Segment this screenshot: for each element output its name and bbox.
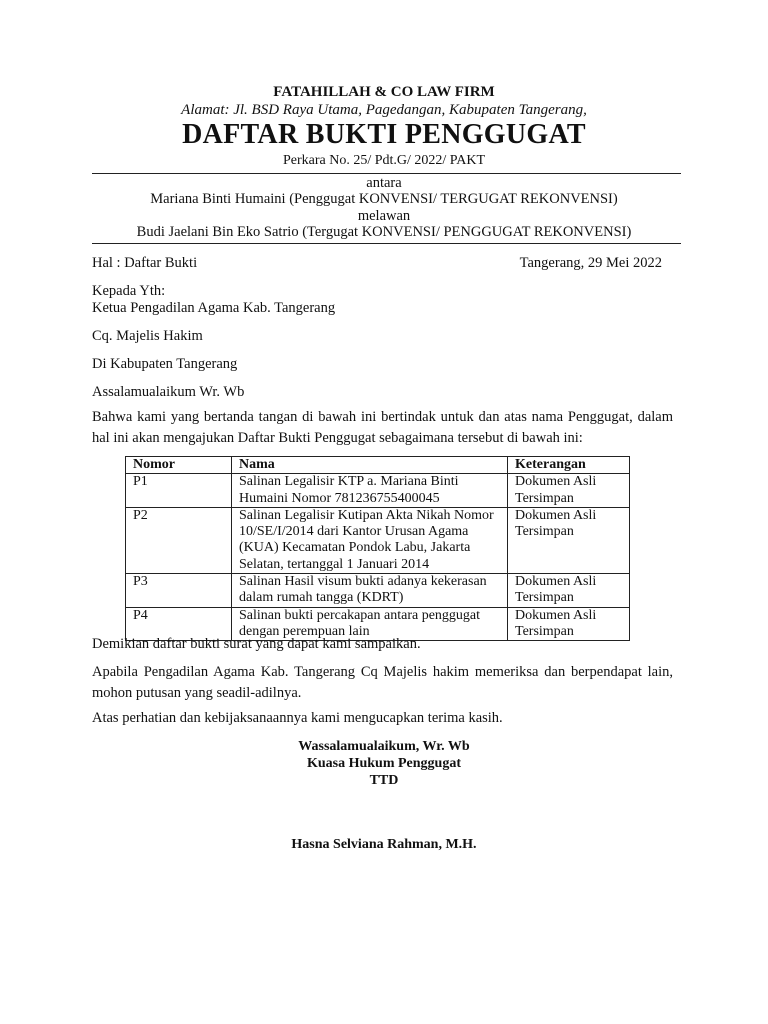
defendant-party: Budi Jaelani Bin Eko Satrio (Tergugat KONVENSI/ PENGGUGAT REKONVENSI) [136,224,632,240]
evidence-remarks: Dokumen Asli Tersimpan [508,507,630,573]
signature-role: Kuasa Hukum Penggugat [306,756,462,771]
table-row [126,507,630,573]
thanks-statement: Atas perhatian dan kebijaksanaannya kami mengucapkan terima kasih. [92,710,503,726]
evidence-name: Salinan bukti percakapan antara penggugat dengan perempuan lain [232,607,508,641]
recipient-label: Kepada Yth: [92,283,166,299]
signature-ttd: TTD [369,773,399,788]
column-header-remarks: Keterangan [508,457,630,474]
table-row [126,574,630,608]
closing-statement: Demikian daftar bukti surat yang dapat kami sampaikan. [92,636,421,652]
case-number: Perkara No. 25/ Pdt.G/ 2022/ PAKT [282,153,486,168]
evidence-name: Salinan Legalisir Kutipan Akta Nikah Nomor 10/SE/I/2014 dari Kantor Urusan Agama (KUA) Kecamatan Pondok Labu, Jakarta Selatan, tertanggal 1 Januari 2014 [232,507,508,573]
evidence-table [125,456,630,641]
evidence-remarks: Dokumen Asli Tersimpan [508,607,630,641]
evidence-number: P3 [126,574,232,608]
header-divider-bottom [92,243,681,244]
law-firm-name: FATAHILLAH & CO LAW FIRM [273,84,495,100]
intro-paragraph: Bahwa kami yang bertanda tangan di bawah ini bertindak untuk dan atas nama Penggugat, dalam hal ini akan mengajukan Daftar Bukti Penggugat sebagaimana tersebut di bawah ini: [92,409,673,446]
evidence-number: P2 [126,507,232,573]
table-header-row [126,457,630,474]
recipient-cq: Cq. Majelis Hakim [92,328,203,344]
letter-subject: Hal : Daftar Bukti [92,255,198,271]
between-label: antara [366,175,402,191]
table-row [126,474,630,508]
evidence-name: Salinan Legalisir KTP a. Mariana Binti Humaini Nomor 781236755400045 [232,474,508,508]
column-header-name: Nama [232,457,508,474]
evidence-name: Salinan Hasil visum bukti adanya kekerasan dalam rumah tangga (KDRT) [232,574,508,608]
law-firm-address: Alamat: Jl. BSD Raya Utama, Pagedangan, Kabupaten Tangerang, [181,102,587,118]
recipient-location: Di Kabupaten Tangerang [92,356,238,372]
evidence-remarks: Dokumen Asli Tersimpan [508,574,630,608]
column-header-number: Nomor [126,457,232,474]
versus-label: melawan [357,208,411,224]
evidence-number: P1 [126,474,232,508]
signatory-name: Hasna Selviana Rahman, M.H. [291,837,477,852]
plaintiff-party: Mariana Binti Humaini (Penggugat KONVENSI/ TERGUGAT REKONVENSI) [150,191,618,207]
header-divider-top [92,173,681,174]
evidence-number: P4 [126,607,232,641]
document-title: DAFTAR BUKTI PENGGUGAT [182,119,586,150]
request-paragraph: Apabila Pengadilan Agama Kab. Tangerang Cq Majelis hakim memeriksa dan berpendapat lain, mohon putusan yang seadil-adilnya. [92,664,673,701]
recipient-name: Ketua Pengadilan Agama Kab. Tangerang [92,300,336,316]
greeting: Assalamualaikum Wr. Wb [92,384,245,400]
letter-place-date: Tangerang, 29 Mei 2022 [519,255,662,271]
evidence-remarks: Dokumen Asli Tersimpan [508,474,630,508]
signature-salutation: Wassalamualaikum, Wr. Wb [298,739,470,754]
